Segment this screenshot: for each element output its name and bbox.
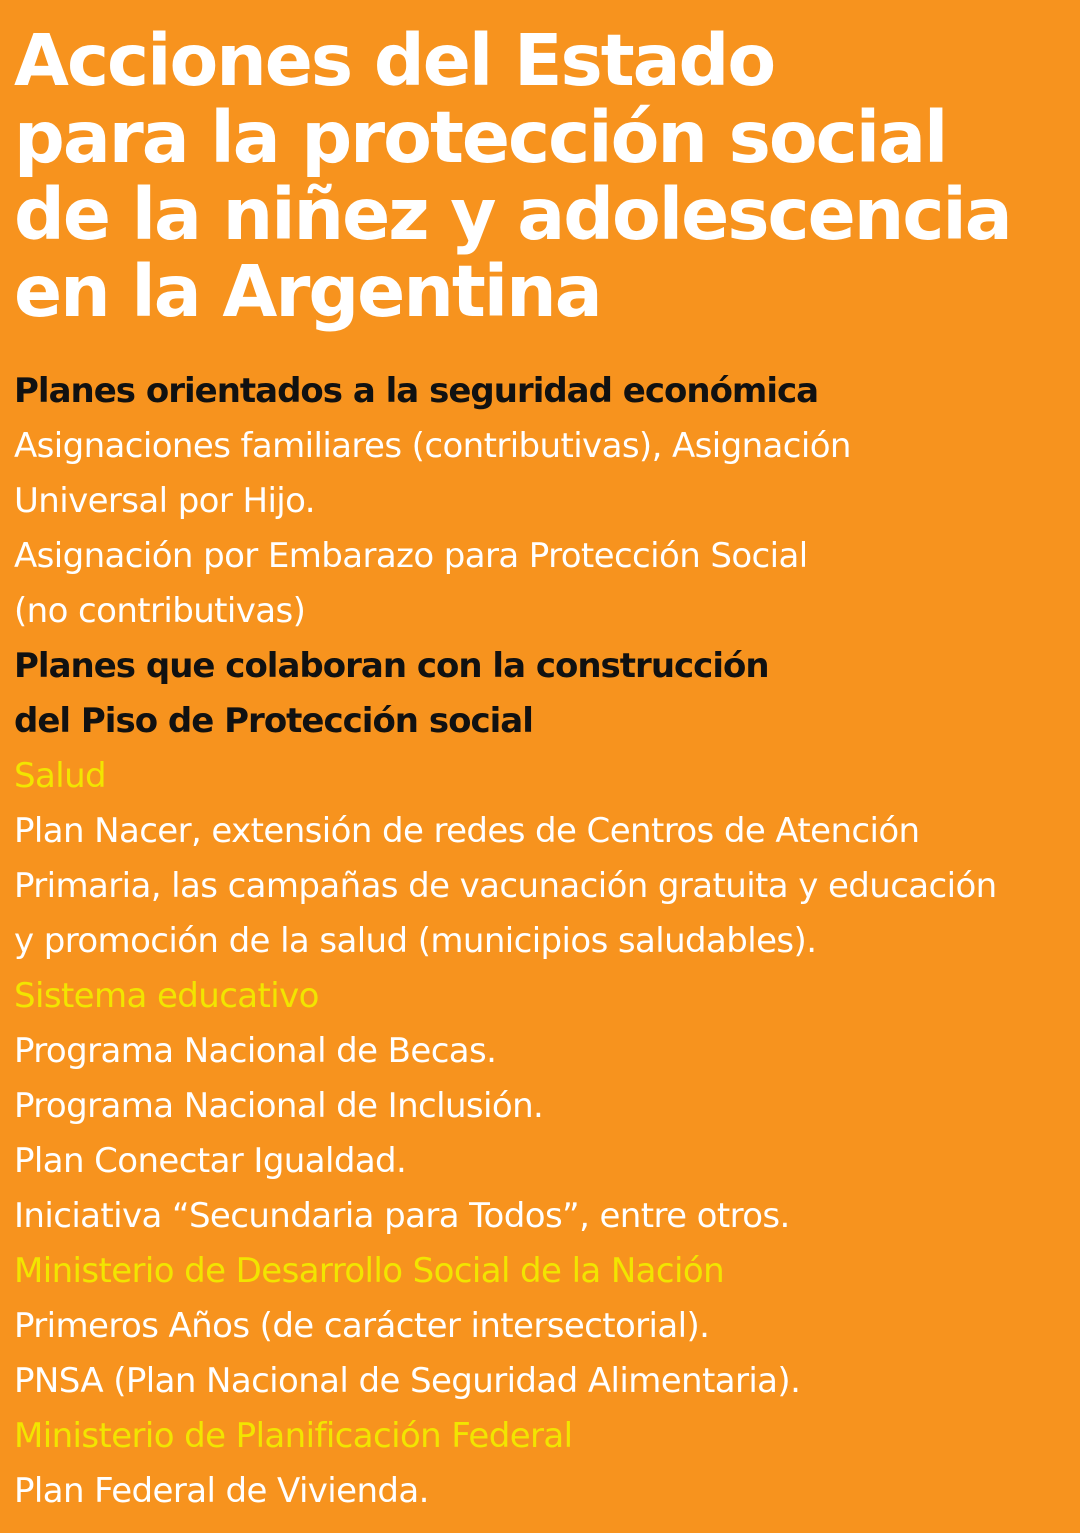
subheading-planificacion-federal: Ministerio de Planificación Federal <box>14 1416 573 1456</box>
body-line: Iniciativa “Secundaria para Todos”, entre otros. <box>14 1196 790 1236</box>
body-line: Plan Conectar Igualdad. <box>14 1141 407 1181</box>
section-heading-piso-proteccion: del Piso de Protección social <box>14 701 533 741</box>
title-line: Acciones del Estado <box>14 19 775 102</box>
page-title <box>14 19 1080 333</box>
subheading-sistema-educativo: Sistema educativo <box>14 976 319 1016</box>
body-line: Programa Nacional de Becas. <box>14 1031 497 1071</box>
title-line: de la niñez y adolescencia <box>14 173 1011 256</box>
body-line: Programa Nacional de Inclusión. <box>14 1086 544 1126</box>
subheading-desarrollo-social: Ministerio de Desarrollo Social de la Nación <box>14 1251 725 1291</box>
title-line: en la Argentina <box>14 250 601 333</box>
body-line: y promoción de la salud (municipios saludables). <box>14 921 817 961</box>
body-line: Asignación por Embarazo para Protección Social <box>14 536 808 576</box>
body-line: Plan Nacer, extensión de redes de Centros de Atención <box>14 811 920 851</box>
body-line: Primeros Años (de carácter intersectorial). <box>14 1306 710 1346</box>
section-heading-seguridad-economica: Planes orientados a la seguridad económica <box>14 371 819 411</box>
body-line: Primaria, las campañas de vacunación gratuita y educación <box>14 866 997 906</box>
body-line: PNSA (Plan Nacional de Seguridad Alimentaria). <box>14 1361 801 1401</box>
body-line: Universal por Hijo. <box>14 481 315 521</box>
subheading-salud: Salud <box>14 756 106 796</box>
title-line: para la protección social <box>14 96 947 179</box>
section-heading-piso-proteccion: Planes que colaboran con la construcción <box>14 646 769 686</box>
body-line: (no contributivas) <box>14 591 306 631</box>
body-line: Plan Federal de Vivienda. <box>14 1471 429 1511</box>
content-list <box>14 364 1080 1519</box>
body-line: Asignaciones familiares (contributivas), Asignación <box>14 426 851 466</box>
